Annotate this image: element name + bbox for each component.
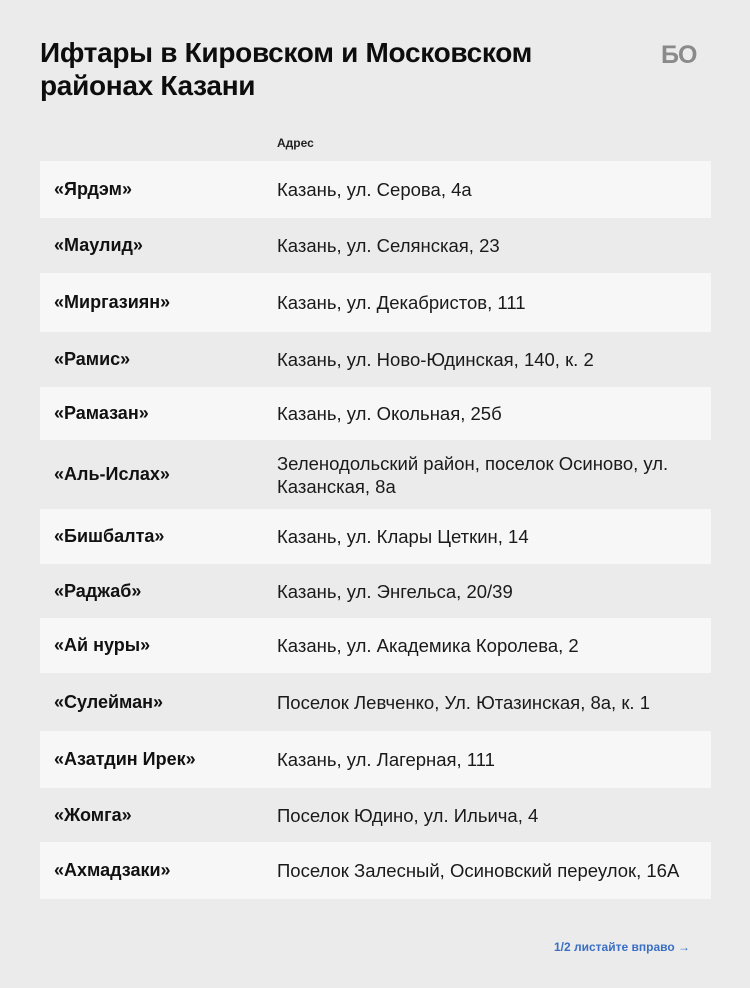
table-row <box>40 731 711 788</box>
iftar-address: Казань, ул. Окольная, 25б <box>277 403 502 424</box>
iftar-name: «Ахмадзаки» <box>54 860 171 880</box>
table-row <box>40 387 711 440</box>
table-row <box>40 673 711 731</box>
iftar-address: Казань, ул. Серова, 4а <box>277 179 472 200</box>
iftar-address: Казань, ул. Лагерная, 111 <box>277 749 495 770</box>
iftar-address: Поселок Юдино, ул. Ильича, 4 <box>277 804 539 826</box>
iftar-name: «Аль-Ислах» <box>54 464 170 484</box>
iftar-name: «Раджаб» <box>54 580 142 601</box>
table-row <box>40 218 711 273</box>
table-row <box>40 788 711 842</box>
iftar-address: Казань, ул. Академика Королева, 2 <box>277 635 579 656</box>
iftar-address: Поселок Залесный, Осиновский переулок, 16А <box>277 860 680 881</box>
table-row <box>40 618 711 673</box>
page-title: Ифтары в Кировском и Московском районах Казани <box>40 37 533 101</box>
table-row <box>40 273 711 332</box>
iftar-address: Казань, ул. Энгельса, 20/39 <box>277 580 513 602</box>
iftar-address: Казань, ул. Ново-Юдинская, 140, к. 2 <box>277 349 594 370</box>
address-column-header: Адрес <box>277 136 314 150</box>
iftar-name: «Маулид» <box>54 235 143 255</box>
table-row <box>40 440 711 509</box>
iftar-table <box>40 161 711 899</box>
table-row <box>40 564 711 618</box>
iftar-name: «Ай нуры» <box>54 635 151 655</box>
iftar-name: «Рамис» <box>54 349 131 369</box>
iftar-name: «Жомга» <box>54 804 132 825</box>
table-row <box>40 332 711 387</box>
iftar-name: «Миргазиян» <box>54 292 171 312</box>
table-row <box>40 161 711 218</box>
table-row <box>40 842 711 899</box>
iftar-address: Зеленодольский район, поселок Осиново, ул. Казанская, 8а <box>277 452 669 497</box>
table-row <box>40 509 711 564</box>
swipe-hint[interactable]: 1/2 листайте вправо → <box>553 940 690 954</box>
iftar-name: «Ярдэм» <box>54 179 132 199</box>
iftar-address: Казань, ул. Клары Цеткин, 14 <box>277 526 529 547</box>
iftar-name: «Рамазан» <box>54 403 149 423</box>
iftar-name: «Сулейман» <box>54 691 164 712</box>
brand-logo: БО <box>661 41 697 69</box>
iftar-address: Казань, ул. Селянская, 23 <box>277 235 500 256</box>
iftar-name: «Азатдин Ирек» <box>54 749 196 769</box>
iftar-address: Поселок Левченко, Ул. Ютазинская, 8а, к. 1 <box>277 691 650 713</box>
iftar-address: Казань, ул. Декабристов, 111 <box>277 292 526 313</box>
iftar-name: «Бишбалта» <box>54 526 165 546</box>
